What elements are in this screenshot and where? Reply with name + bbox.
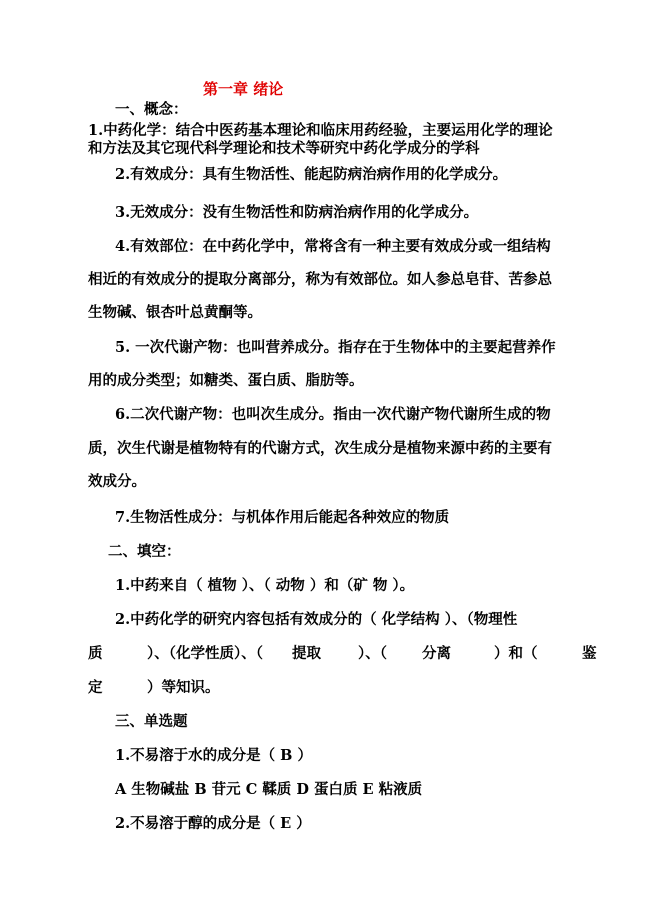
concept-1-line-2: 和方法及其它现代科学理论和技术等研究中药化学成分的学科 [88, 140, 480, 157]
question-1: 1.不易溶于水的成分是（ B ） [115, 747, 312, 764]
concept-6-line-2: 质，次生代谢是植物特有的代谢方式，次生成分是植物来源中药的主要有 [88, 440, 552, 457]
concept-2: 2.有效成分：具有生物活性、能起防病治病作用的化学成分。 [115, 166, 508, 183]
concept-3: 3.无效成分：没有生物活性和防病治病作用的化学成分。 [115, 204, 479, 221]
fill-2-line-2-b: ）、（化学性质）、（ [147, 645, 263, 662]
fill-2-line-2-d: ）、（ [358, 645, 387, 662]
question-1-options: A 生物碱盐 B 苷元 C 鞣质 D 蛋白质 E 粘液质 [115, 781, 423, 798]
fill-2-line-2-e: 分离 [422, 645, 451, 662]
fill-2-line-2-f: ）和（ [494, 645, 538, 662]
concept-6-line-1: 6.二次代谢产物：也叫次生成分。指由一次代谢产物代谢所生成的物 [115, 406, 551, 423]
concept-4-line-3: 生物碱、银杏叶总黄酮等。 [88, 304, 262, 321]
section-heading-fill: 二、填空： [108, 543, 181, 560]
fill-2-line-3-a: 定 [88, 679, 103, 696]
fill-2-line-3-b: ）等知识。 [147, 679, 220, 696]
fill-2-line-1: 2.中药化学的研究内容包括有效成分的（ 化学结构 ）、（物理性 [115, 611, 518, 628]
chapter-title: 第一章 绪论 [203, 80, 284, 98]
fill-1: 1.中药来自（ 植物 ）、（ 动物 ）和（矿 物 ）。 [115, 577, 415, 594]
concept-6-line-3: 效成分。 [88, 473, 146, 490]
fill-2-line-2-a: 质 [88, 645, 103, 662]
concept-1-line-1: 1.中药化学：结合中医药基本理论和临床用药经验，主要运用化学的理论 [88, 122, 553, 139]
concept-5-line-1: 5. 一次代谢产物：也叫营养成分。指存在于生物体中的主要起营养作 [115, 339, 556, 356]
section-heading-concepts: 一、概念： [115, 101, 188, 118]
concept-5-line-2: 用的成分类型；如糖类、蛋白质、脂肪等。 [88, 372, 364, 389]
fill-2-line-2-g: 鉴 [582, 645, 597, 662]
concept-7: 7.生物活性成分：与机体作用后能起各种效应的物质 [115, 509, 450, 526]
concept-4-line-2: 相近的有效成分的提取分离部分，称为有效部位。如人参总皂苷、苦参总 [88, 271, 552, 288]
fill-2-line-2-c: 提取 [292, 645, 321, 662]
section-heading-single-choice: 三、单选题 [115, 713, 188, 730]
concept-4-line-1: 4.有效部位：在中药化学中，常将含有一种主要有效成分或一组结构 [115, 238, 551, 255]
question-2: 2.不易溶于醇的成分是（ E ） [115, 815, 311, 832]
